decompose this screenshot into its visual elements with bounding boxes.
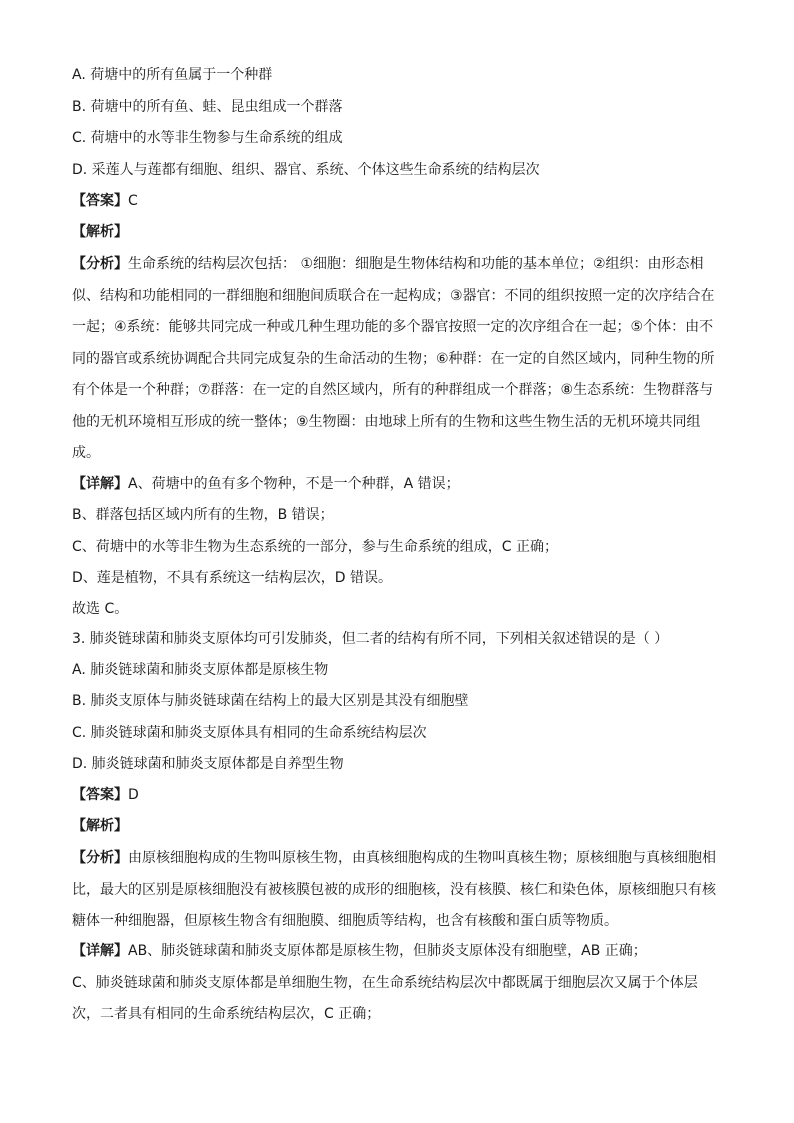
fenxi-tag: 【分析】 [72, 850, 128, 866]
q2-analysis-heading [72, 222, 732, 242]
q3-fenxi-line-2: 比，最大的区别是原核细胞没有被核膜包被的成形的细胞核，没有核膜、核仁和染色体，原核细胞只有核 [72, 882, 716, 898]
q3-option-c: C. 肺炎链球菌和肺炎支原体具有相同的生命系统结构层次 [72, 725, 427, 741]
q2-option-b: B. 荷塘中的所有鱼、蛙、昆虫组成一个群落 [72, 99, 343, 115]
q2-fenxi-line-6: 他的无机环境相互形成的统一整体；⑨生物圈：由地球上所有的生物和这些生物生活的无机环境共同组 [72, 414, 701, 430]
q3-option-a: A. 肺炎链球菌和肺炎支原体都是原核生物 [72, 662, 329, 678]
q2-fenxi-line-5: 有个体是一个种群；⑦群落：在一定的自然区域内，所有的种群组成一个群落；⑧生态系统：生物群落与 [72, 382, 714, 398]
xiangjie-tag: 【详解】 [72, 476, 128, 492]
fenxi-text: 生命系统的结构层次包括： ①细胞：细胞是生物体结构和功能的基本单位；②组织：由形态相 [128, 256, 704, 272]
q2-xiangjie-line-1 [72, 474, 732, 494]
q2-option-a: A. 荷塘中的所有鱼属于一个种群 [72, 67, 273, 83]
fenxi-text: 由原核细胞构成的生物叫原核生物，由真核细胞构成的生物叫真核生物；原核细胞与真核细胞相 [128, 850, 716, 866]
q2-xiangjie-line-3: C、荷塘中的水等非生物为生态系统的一部分，参与生命系统的组成，C 正确； [72, 539, 558, 555]
q2-option-d: D. 采莲人与莲都有细胞、组织、器官、系统、个体这些生命系统的结构层次 [72, 162, 540, 178]
q2-fenxi-line-1 [72, 254, 732, 274]
q2-fenxi-line-7: 成。 [72, 445, 100, 461]
answer-tag: 【答案】 [72, 787, 128, 803]
answer-value: C [128, 193, 138, 209]
q2-answer-line [72, 191, 732, 211]
q2-xiangjie-line-4: D、莲是植物，不具有系统这一结构层次，D 错误。 [72, 570, 393, 586]
answer-tag: 【答案】 [72, 193, 128, 209]
q3-stem: 3. 肺炎链球菌和肺炎支原体均可引发肺炎，但二者的结构有所不同，下列相关叙述错误的是（ ） [72, 631, 669, 647]
analysis-tag: 【解析】 [72, 818, 128, 834]
q3-xiangjie-line-1 [72, 941, 732, 961]
q3-fenxi-line-1 [72, 848, 732, 868]
xiangjie-text: A、荷塘中的鱼有多个物种，不是一个种群，A 错误； [128, 476, 460, 492]
q2-xiangjie-line-2: B、群落包括区域内所有的生物，B 错误； [72, 507, 334, 523]
q2-conclusion: 故选 C。 [72, 601, 129, 617]
xiangjie-tag: 【详解】 [72, 943, 128, 959]
q2-option-c: C. 荷塘中的水等非生物参与生命系统的组成 [72, 130, 343, 146]
q2-fenxi-line-2: 似、结构和功能相同的一群细胞和细胞间质联合在一起构成；③器官：不同的组织按照一定的次序结合在 [72, 288, 715, 304]
q3-analysis-heading [72, 816, 732, 836]
fenxi-tag: 【分析】 [72, 256, 128, 272]
answer-value: D [128, 787, 139, 803]
analysis-tag: 【解析】 [72, 224, 128, 240]
q3-option-d: D. 肺炎链球菌和肺炎支原体都是自养型生物 [72, 756, 344, 772]
q2-fenxi-line-4: 同的器官或系统协调配合共同完成复杂的生命活动的生物；⑥种群：在一定的自然区域内，同种生物的所 [72, 351, 715, 367]
q3-option-b: B. 肺炎支原体与肺炎链球菌在结构上的最大区别是其没有细胞壁 [72, 693, 469, 709]
q2-fenxi-line-3: 一起；④系统：能够共同完成一种或几种生理功能的多个器官按照一定的次序组合在一起；⑤个体：由不 [72, 319, 714, 335]
q3-xiangjie-line-2: C、肺炎链球菌和肺炎支原体都是单细胞生物，在生命系统结构层次中都既属于细胞层次又属于个体层 [72, 975, 698, 991]
q3-xiangjie-line-3: 次，二者具有相同的生命系统结构层次，C 正确； [72, 1006, 381, 1022]
q3-fenxi-line-3: 糖体一种细胞器，但原核生物含有细胞膜、细胞质等结构，也含有核酸和蛋白质等物质。 [72, 913, 618, 929]
xiangjie-text: AB、肺炎链球菌和肺炎支原体都是原核生物，但肺炎支原体没有细胞壁，AB 正确； [128, 943, 647, 959]
q3-answer-line [72, 785, 732, 805]
